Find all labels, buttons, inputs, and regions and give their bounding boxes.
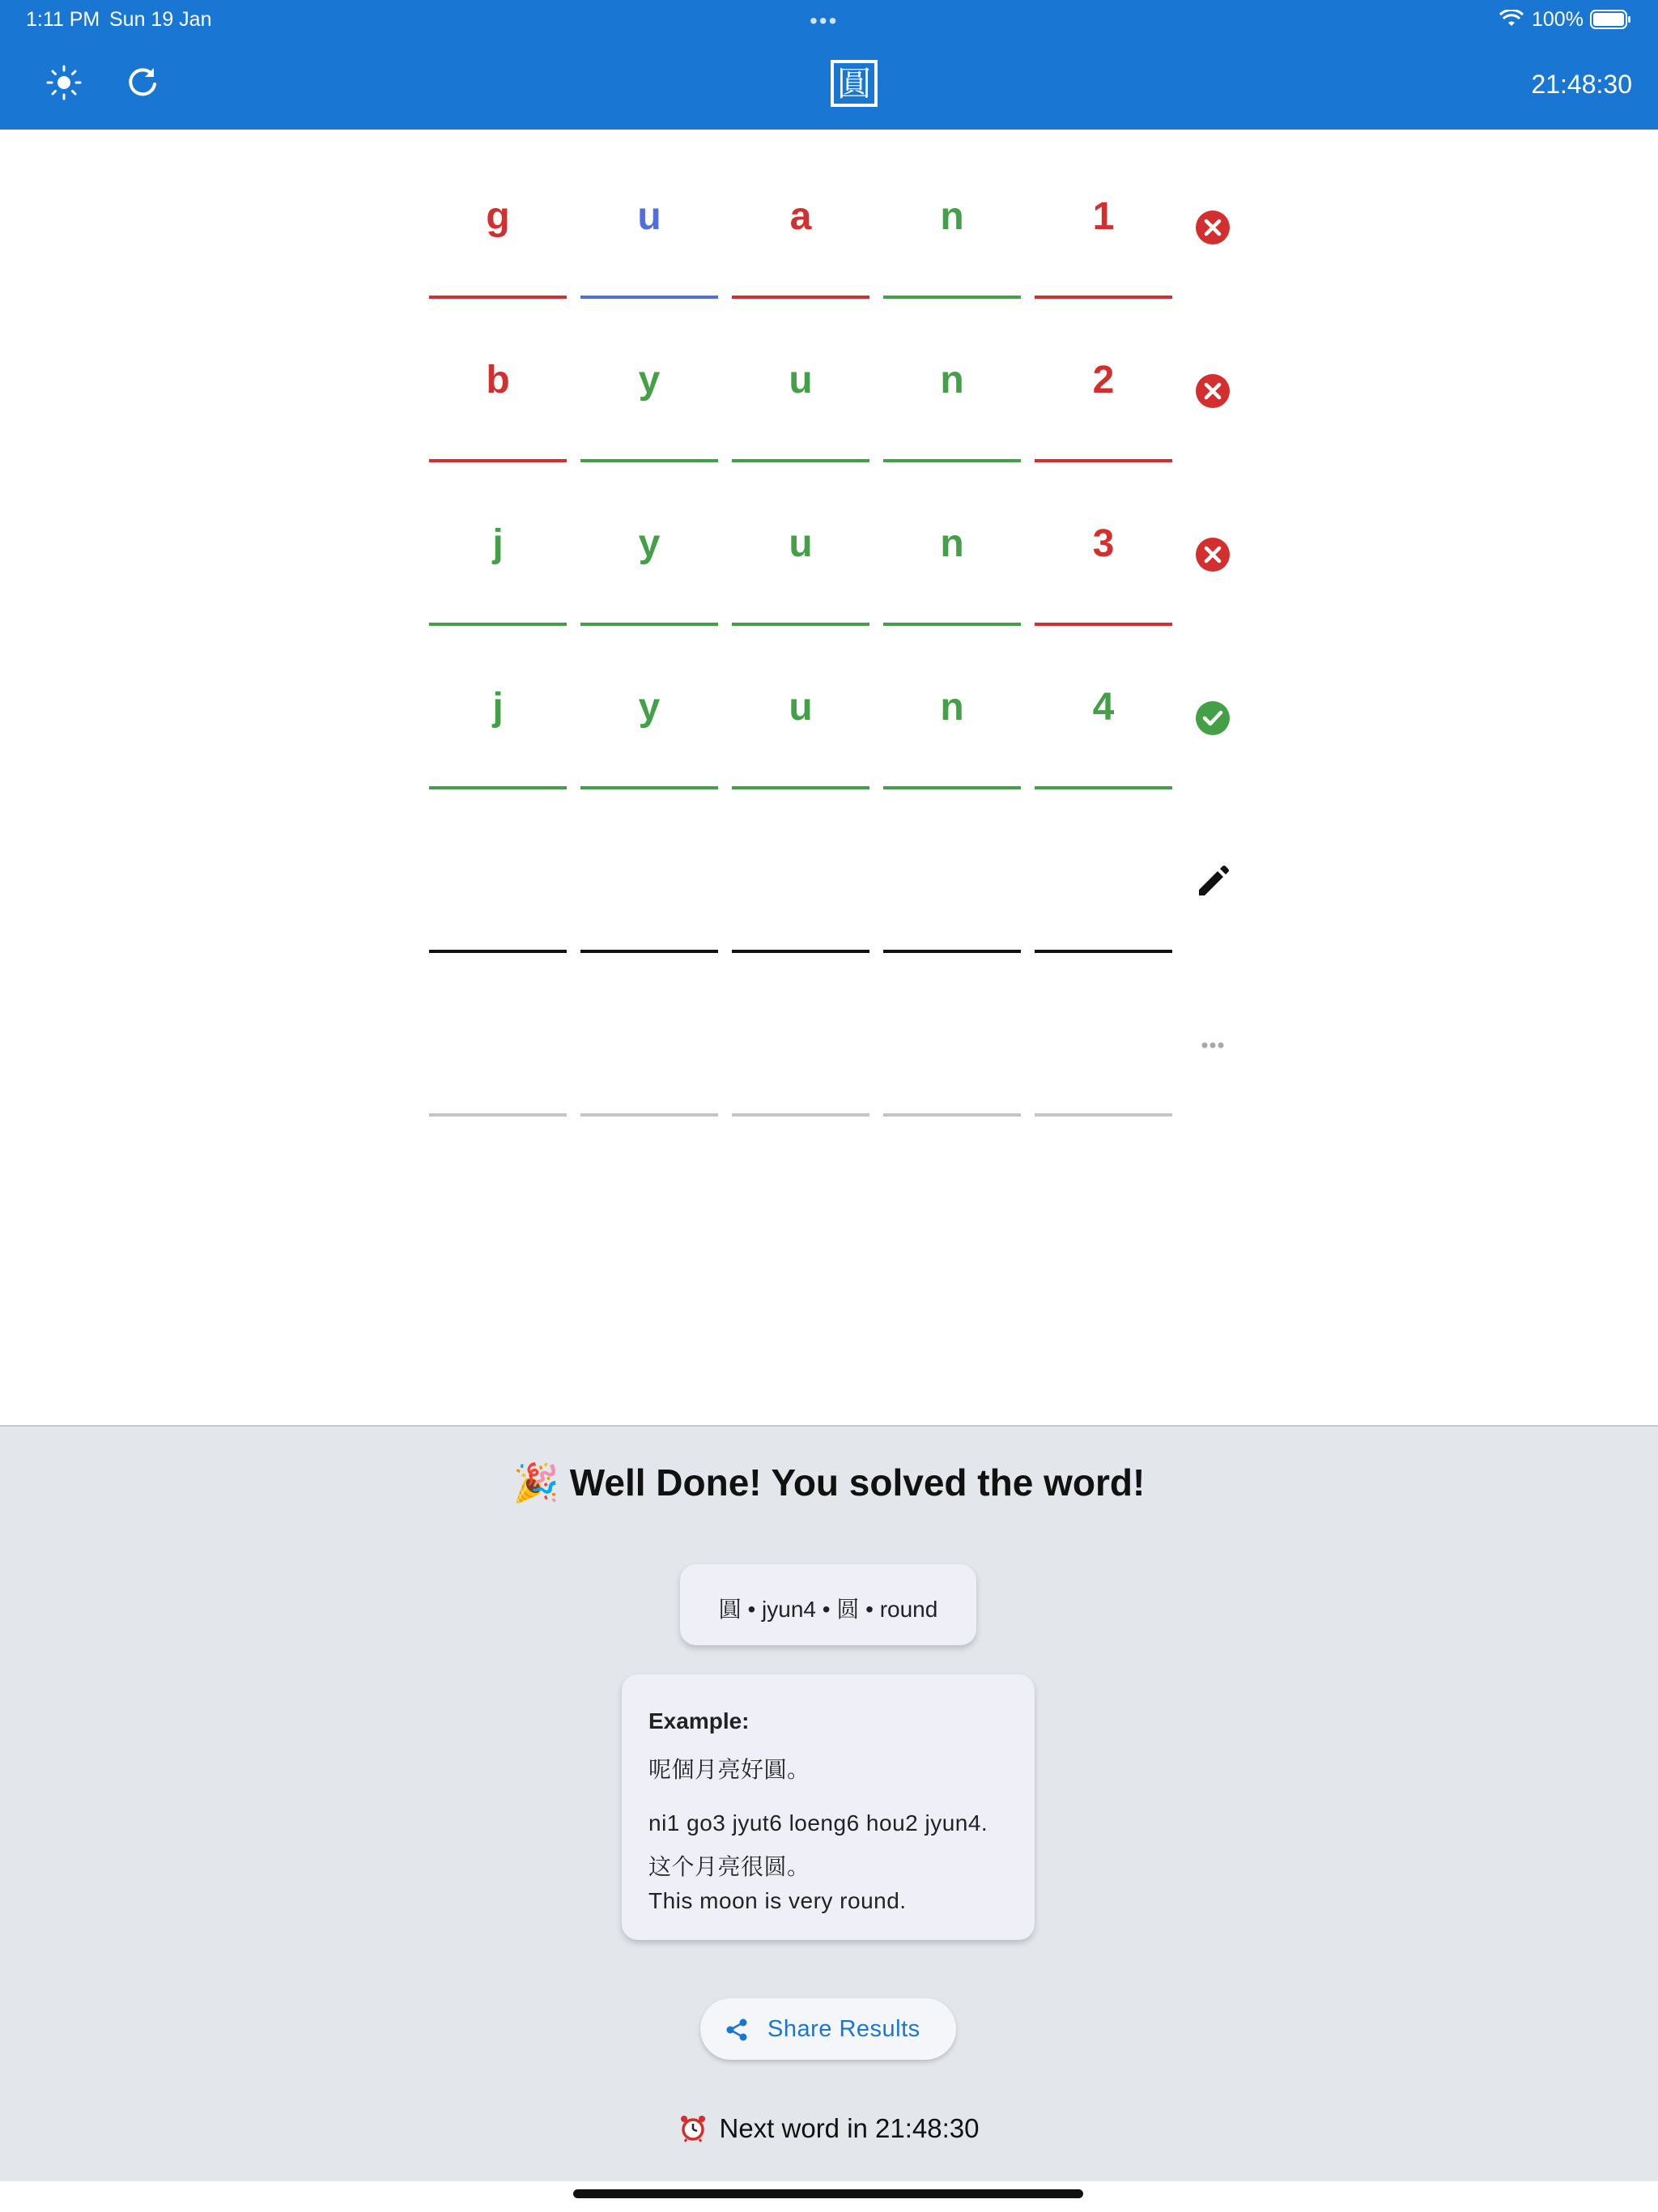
- sun-icon: [45, 63, 83, 102]
- letter-underline: [1035, 1113, 1172, 1117]
- letter-underline: [883, 1113, 1021, 1117]
- letter-char: a: [789, 195, 812, 238]
- letter-cell: [1035, 620, 1172, 790]
- success-title: 🎉 Well Done! You solved the word!: [512, 1461, 1146, 1504]
- letter-cell: [429, 947, 567, 1117]
- letter-cell[interactable]: [1035, 784, 1172, 954]
- letter-cell: [732, 457, 869, 627]
- letter-cell: [1035, 293, 1172, 463]
- letter-char: b: [486, 359, 510, 402]
- letter-char: 3: [1092, 522, 1115, 565]
- letter-underline: [580, 1113, 718, 1117]
- letter-cell: [1035, 130, 1172, 300]
- letter-cell: [883, 947, 1021, 1117]
- result-panel: [0, 1425, 1658, 2181]
- multitask-dots-icon[interactable]: •••: [810, 8, 839, 33]
- letter-cell: [883, 293, 1021, 463]
- next-word-countdown: [0, 2113, 1658, 2144]
- letter-char: u: [789, 686, 813, 729]
- letter-cell: [883, 130, 1021, 300]
- app-header: [0, 0, 1658, 130]
- example-card: [622, 1674, 1035, 1940]
- letter-char: j: [492, 522, 504, 565]
- letter-cell: [580, 293, 718, 463]
- letter-cell: [883, 457, 1021, 627]
- letter-cell: [580, 130, 718, 300]
- letter-cell: [732, 293, 869, 463]
- share-results-button[interactable]: [700, 1998, 956, 2060]
- letter-char: j: [492, 686, 504, 729]
- theme-toggle-button[interactable]: [45, 63, 83, 102]
- word-summary-text: 圓 • jyun4 • 圆 • round: [718, 1597, 938, 1622]
- guess-row: [429, 947, 1239, 1109]
- letter-cell: [732, 130, 869, 300]
- letter-cell: [883, 620, 1021, 790]
- letter-char: y: [638, 686, 661, 729]
- letter-cell: [429, 293, 567, 463]
- share-results-label: Share Results: [767, 2016, 920, 2042]
- home-indicator[interactable]: [573, 2189, 1083, 2198]
- letter-char: n: [940, 359, 964, 402]
- alarm-clock-icon: [678, 2113, 708, 2142]
- letter-char: g: [486, 195, 510, 238]
- letter-cell[interactable]: [429, 784, 567, 954]
- letter-char: 4: [1092, 686, 1115, 729]
- letter-char: n: [940, 686, 964, 729]
- letter-char: n: [940, 195, 964, 238]
- example-english: This moon is very round.: [648, 1888, 907, 1913]
- letter-cell[interactable]: [580, 784, 718, 954]
- letter-underline: [732, 1113, 869, 1117]
- error-icon: [1194, 536, 1231, 573]
- letter-cell: [580, 620, 718, 790]
- letter-cell: [1035, 457, 1172, 627]
- refresh-icon: [123, 63, 162, 102]
- letter-char: y: [638, 522, 661, 565]
- example-jyutping: ni1 go3 jyut6 loeng6 hou2 jyun4.: [648, 1810, 988, 1836]
- letter-char: u: [789, 359, 813, 402]
- letter-underline: [429, 1113, 567, 1117]
- wifi-icon: [1499, 10, 1524, 28]
- next-word-text: Next word in 21:48:30: [719, 2113, 980, 2143]
- error-icon: [1194, 372, 1231, 410]
- letter-char: n: [940, 522, 964, 565]
- letter-char: 1: [1092, 195, 1115, 238]
- letter-char: u: [637, 195, 661, 238]
- letter-cell: [732, 620, 869, 790]
- guess-row: [429, 620, 1239, 782]
- letter-cell: [429, 457, 567, 627]
- letter-char: y: [638, 359, 661, 402]
- letter-char: u: [789, 522, 813, 565]
- check-icon: [1194, 700, 1231, 737]
- status-date: Sun 19 Jan: [109, 8, 212, 31]
- status-time: 1:11 PM: [26, 8, 100, 31]
- letter-cell[interactable]: [883, 784, 1021, 954]
- pencil-icon: [1194, 863, 1231, 900]
- example-cantonese: 呢個月亮好圓。: [648, 1757, 810, 1782]
- share-icon: [725, 2018, 749, 2042]
- refresh-button[interactable]: [123, 63, 162, 102]
- app-logo: [829, 58, 879, 108]
- guess-row: [429, 784, 1239, 946]
- header-countdown: 21:48:30: [1531, 70, 1632, 99]
- guess-row: [429, 130, 1239, 291]
- letter-cell: [580, 947, 718, 1117]
- battery-percent: 100%: [1532, 8, 1584, 31]
- letter-cell: [429, 130, 567, 300]
- letter-cell: [732, 947, 869, 1117]
- example-simplified: 这个月亮很圆。: [648, 1854, 810, 1879]
- battery-icon: [1590, 10, 1632, 29]
- guess-board: [0, 130, 1658, 1425]
- letter-cell[interactable]: [732, 784, 869, 954]
- letter-char: 2: [1092, 359, 1115, 402]
- more-icon: [1194, 1027, 1231, 1064]
- guess-row: [429, 293, 1239, 455]
- logo-char: 圓: [836, 64, 872, 104]
- error-icon: [1194, 209, 1231, 246]
- guess-row: [429, 457, 1239, 619]
- letter-cell: [429, 620, 567, 790]
- letter-cell: [1035, 947, 1172, 1117]
- letter-cell: [580, 457, 718, 627]
- word-summary-card: [680, 1564, 976, 1645]
- example-title: Example:: [648, 1708, 750, 1733]
